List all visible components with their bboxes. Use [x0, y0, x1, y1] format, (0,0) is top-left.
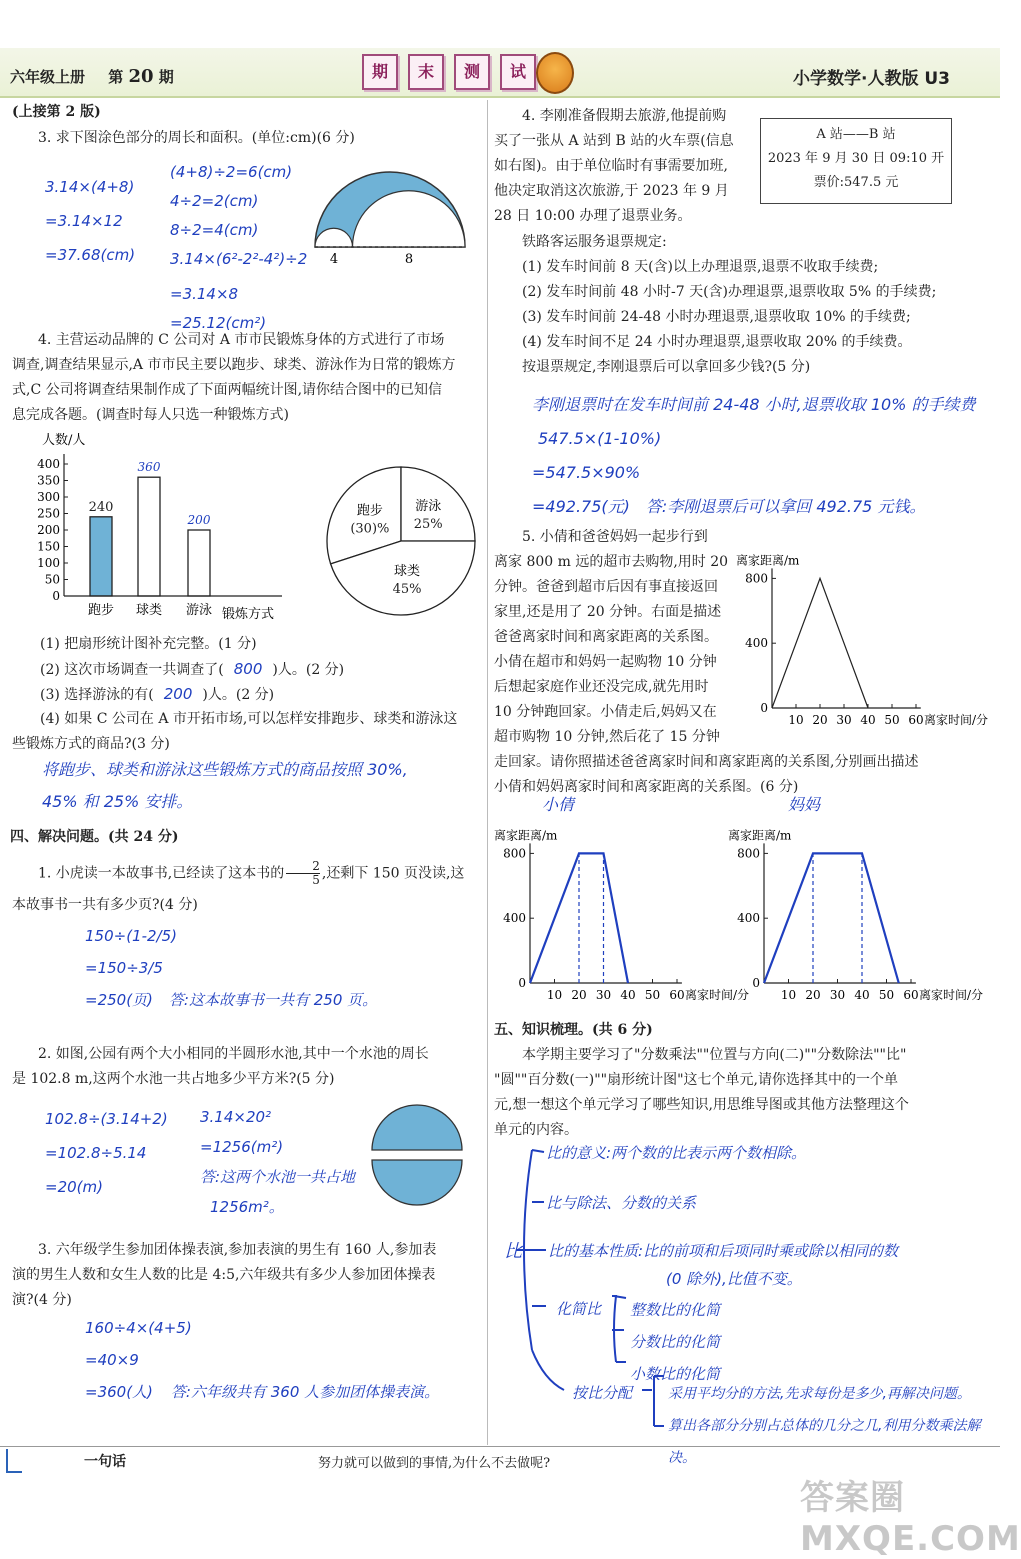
- graph-x-tick-label: 30: [829, 988, 846, 1002]
- q3-semicircle-figure: [305, 165, 475, 270]
- bar-value-label: 200: [187, 513, 211, 527]
- graph-line: [764, 853, 899, 983]
- bar-category-label: 跑步: [87, 603, 115, 618]
- graph-x-tick-label: 50: [644, 988, 661, 1002]
- pie-slice-label: 球类: [394, 564, 421, 580]
- bar-y-tick-label: 250: [37, 506, 60, 521]
- graph-line: [772, 578, 868, 708]
- xiaoqian-distance-graph: [494, 815, 750, 1010]
- mindmap-b3a: 比的基本性质:比的前项和后项同时乘或除以相同的数: [548, 1242, 899, 1260]
- q4-sub2: (2) 这次市场调查一共调查了( 800 )人。(2 分): [40, 660, 345, 678]
- bar-y-tick-label: 400: [37, 457, 60, 471]
- graph-y-tick-label: 400: [503, 911, 526, 926]
- bar-y-tick-label: 100: [37, 556, 60, 570]
- bar-chart: [12, 428, 302, 628]
- graph-x-tick-label: 50: [884, 713, 900, 727]
- bar-y-tick-label: 200: [37, 523, 60, 537]
- bar-y-tick-label: 0: [52, 589, 60, 603]
- graph-y-tick-label: 400: [737, 911, 760, 926]
- section5-text: 本学期主要学习了"分数乘法""位置与方向(二)""分数除法""比" "圆""百分数(一)""扇形统计图"这七个单元,请你选择其中的一个单 元,想一想这个单元学习了哪些知识,用思维导图或其他方法整理这个 单元的内容。: [494, 1047, 909, 1138]
- mindmap-b3b: (0 除外),比值不变。: [666, 1270, 802, 1288]
- mindmap-b4-items: 整数比的化简 分数比的化简 小数比的化简: [630, 1301, 721, 1383]
- graph-x-tick-label: 60: [669, 988, 685, 1002]
- grade-label: 六年级上册: [10, 68, 86, 86]
- q4-answer: 将跑步、球类和游泳这些锻炼方式的商品按照 30%, 45% 和 25% 安排。: [42, 760, 408, 811]
- pie-slice-percent: 25%: [413, 516, 443, 532]
- r-q5-text-2: 走回家。请你照描述爸爸离家时间和离家距离的关系图,分别画出描述 小倩和妈妈离家时间和离家距离的关系图。(6 分): [494, 754, 919, 795]
- train-ticket: A 站——B 站 2023 年 9 月 30 日 09:10 开 票价:547.5 元: [760, 118, 952, 204]
- graph-x-tick-label: 60: [903, 988, 919, 1002]
- s4-p2-pools-figure: [362, 1100, 472, 1210]
- badge-1: 期: [362, 54, 398, 90]
- bar-category-label: 球类: [135, 603, 163, 618]
- column-divider: [487, 100, 488, 1445]
- refund-rules: 铁路客运服务退票规定: (1) 发车时间前 8 天(含)以上办理退票,退票不收取手续费; (2) 发车时间前 48 小时-7 天(含)办理退票,退票收取 5% 的手续费; (3) 发车时间前 24-48 小时办理退票,退票收取 10% 的手续费; (4) 发车时间不足 24 小时办理退票,退票收取 20% 的手续费。 按退票规定,李刚退票后可以拿回多少钱?(5 分): [522, 234, 937, 375]
- fig-label-8: 8: [404, 252, 414, 267]
- graph-ylabel: 离家距离/m: [736, 553, 800, 568]
- badge-4: 试: [500, 54, 536, 90]
- label-xiaoqian: 小倩: [542, 795, 575, 814]
- label-mama: 妈妈: [788, 795, 821, 814]
- graph-y-tick-label: 800: [737, 846, 760, 861]
- graph-x-tick-label: 40: [860, 713, 876, 727]
- graph-x-tick-label: 30: [836, 713, 852, 727]
- graph-x-tick-label: 30: [595, 988, 612, 1002]
- s4-p1-text: 1. 小虎读一本故事书,已经读了这本书的 $\frac{2}{5}$ ,还剩下 150 页没读,这 本故事书一共有多少页?(4 分): [12, 859, 465, 913]
- graph-x-tick-label: 40: [620, 988, 636, 1002]
- mindmap-b5: 按比分配: [572, 1384, 633, 1402]
- pie-chart: [322, 462, 480, 620]
- bar-category-label: 游泳: [185, 603, 213, 618]
- s4-p3-text: 3. 六年级学生参加团体操表演,参加表演的男生有 160 人,参加表 演的男生人数和女生人数的比是 4:5,六年级共有多少人参加团体操表 演?(4 分): [12, 1242, 437, 1308]
- bar-y-tick-label: 300: [37, 490, 60, 504]
- section4-title: 四、解决问题。(共 24 分): [10, 829, 179, 845]
- fig-label-4: 4: [329, 252, 339, 267]
- graph-x-tick-label: 20: [805, 988, 821, 1002]
- pie-slice-percent: (30)%: [350, 521, 390, 537]
- graph-x-tick-label: 10: [780, 988, 797, 1002]
- graph-x-tick-label: 10: [788, 713, 804, 727]
- s4-p3-work: 160÷4×(4+5) =40×9 =360(人) 答:六年级共有 360 人参加团体操表演。: [85, 1319, 440, 1401]
- graph-x-tick-label: 40: [854, 988, 870, 1002]
- r-q5-text: 5. 小倩和爸爸妈妈一起步行到 离家 800 m 远的超市去购物,用时 20 分钟。爸爸到超市后因有事直接返回 家里,还是用了 20 分钟。右面是描述 爸爸离家时间和离家距离的关系图。 小倩在超市和妈妈一起购物 10 分钟 后想起家庭作业还没完成,就先用时 10 分钟跑回家。小倩走后,妈妈又在 超市购物 10 分钟,然后花了 15 分钟: [494, 529, 729, 745]
- graph-x-tick-label: 20: [812, 713, 828, 727]
- dad-distance-graph: [736, 540, 989, 735]
- graph-x-tick-label: 10: [546, 988, 563, 1002]
- graph-x-tick-label: 50: [878, 988, 895, 1002]
- s4-p2-text: 2. 如图,公园有两个大小相同的半圆形水池,其中一个水池的周长 是 102.8 m,这两个水池一共占地多少平方米?(5 分): [12, 1046, 429, 1087]
- bar-球类: [138, 477, 160, 596]
- footer-label: 一句话: [84, 1454, 126, 1470]
- bar-y-tick-label: 150: [37, 539, 60, 554]
- badge-2: 末: [408, 54, 444, 90]
- graph-x-tick-label: 60: [908, 713, 924, 727]
- s4-p2-work-a: 102.8÷(3.14+2) =102.8÷5.14 =20(m): [45, 1110, 168, 1196]
- bar-游泳: [188, 530, 210, 596]
- section5-title: 五、知识梳理。(共 6 分): [494, 1022, 653, 1038]
- header-left: [10, 66, 192, 87]
- q3-text: 3. 求下图涂色部分的周长和面积。(单位:cm)(6 分): [38, 130, 355, 146]
- footer-bracket-icon: [6, 1449, 22, 1473]
- bar-chart-ylabel: 人数/人: [42, 433, 86, 448]
- s4-p2-work-b: 3.14×20² =1256(m²) 答:这两个水池一共占地 1256m²。: [200, 1108, 356, 1216]
- bar-value-label: 240: [88, 499, 114, 515]
- q4-sub4: (4) 如果 C 公司在 A 市开拓市场,可以怎样安排跑步、球类和游泳这 些锻炼方式的商品?(3 分): [12, 711, 458, 752]
- mindmap-b5-items: 采用平均分的方法,先求每份是多少,再解决问题。 算出各部分分别占总体的几分之几,利用分数乘法解决。: [668, 1386, 981, 1466]
- graph-ylabel: 离家距离/m: [494, 828, 558, 843]
- graph-xlabel: 离家时间/分: [919, 988, 984, 1002]
- issue-label: 第 20 期: [108, 66, 174, 87]
- pie-slice-label: 游泳: [415, 498, 442, 514]
- q3-work-b: (4+8)÷2=6(cm) 4÷2=2(cm) 8÷2=4(cm) 3.14×(6²-2²-4²)÷2 =3.14×8 =25.12(cm²): [170, 163, 308, 332]
- continued-label: (上接第 2 版): [12, 104, 101, 120]
- bar-chart-xlabel: 锻炼方式: [222, 607, 275, 622]
- mindmap-b4: 化简比: [556, 1300, 602, 1318]
- footer-quote: 努力就可以做到的事情,为什么不去做呢?: [318, 1456, 551, 1471]
- bar-y-tick-label: 50: [44, 572, 60, 587]
- q4-sub1: (1) 把扇形统计图补充完整。(1 分): [40, 636, 257, 652]
- graph-xlabel: 离家时间/分: [685, 988, 750, 1002]
- bar-y-tick-label: 350: [37, 473, 60, 488]
- graph-xlabel: 离家时间/分: [924, 713, 989, 727]
- q4-text: 4. 主营运动品牌的 C 公司对 A 市市民锻炼身体的方式进行了市场 调查,调查结果显示,A 市市民主要以跑步、球类、游泳作为日常的锻炼方 式,C 公司将调查结果制作成了下面两幅统计图,请你结合图中的已知信 息完成各题。(调查时每人只选一种锻炼方式): [12, 332, 456, 423]
- bar-跑步: [90, 517, 112, 596]
- graph-y-tick-label: 800: [745, 571, 768, 586]
- s4-p1-work: 150÷(1-2/5) =150÷3/5 =250(页) 答:这本故事书一共有 250 页。: [85, 927, 378, 1009]
- graph-y-tick-label: 0: [518, 976, 526, 990]
- mindmap-b2: 比与除法、分数的关系: [546, 1194, 697, 1212]
- q3-work-a: 3.14×(4+8) =3.14×12 =37.68(cm): [45, 178, 136, 264]
- graph-y-tick-label: 0: [760, 701, 768, 715]
- tiger-mascot-icon: [536, 52, 574, 94]
- graph-ylabel: 离家距离/m: [728, 828, 792, 843]
- exam-badges: [362, 54, 536, 90]
- mama-distance-graph: [728, 815, 984, 1010]
- watermark: 答案圈 MXQE.COM: [800, 1478, 1021, 1559]
- page-header: [0, 48, 1000, 98]
- graph-x-tick-label: 20: [571, 988, 587, 1002]
- badge-3: 测: [454, 54, 490, 90]
- graph-y-tick-label: 0: [752, 976, 760, 990]
- mindmap-root: 比: [504, 1241, 522, 1262]
- r-q4-answer: 李刚退票时在发车时间前 24-48 小时,退票收取 10% 的手续费 547.5×(1-10%) =547.5×90% =492.75(元) 答:李刚退票后可以拿回 492.75 元钱。: [532, 395, 976, 516]
- pie-slice-percent: 45%: [392, 582, 422, 598]
- subject-label: 小学数学·人教版 U3: [792, 69, 950, 89]
- mindmap-b1: 比的意义:两个数的比表示两个数相除。: [546, 1144, 807, 1162]
- pie-slice-label: 跑步: [356, 503, 383, 519]
- graph-y-tick-label: 400: [745, 636, 768, 651]
- q4-sub3: (3) 选择游泳的有( 200 )人。(2 分): [40, 685, 275, 703]
- graph-y-tick-label: 800: [503, 846, 526, 861]
- bar-value-label: 360: [137, 460, 161, 475]
- r-q4-text: 4. 李刚准备假期去旅游,他提前购 买了一张从 A 站到 B 站的火车票(信息 如右图)。由于单位临时有事需要加班, 他决定取消这次旅游,于 2023 年 9 月 28 日 10:00 办理了退票业务。: [494, 108, 734, 224]
